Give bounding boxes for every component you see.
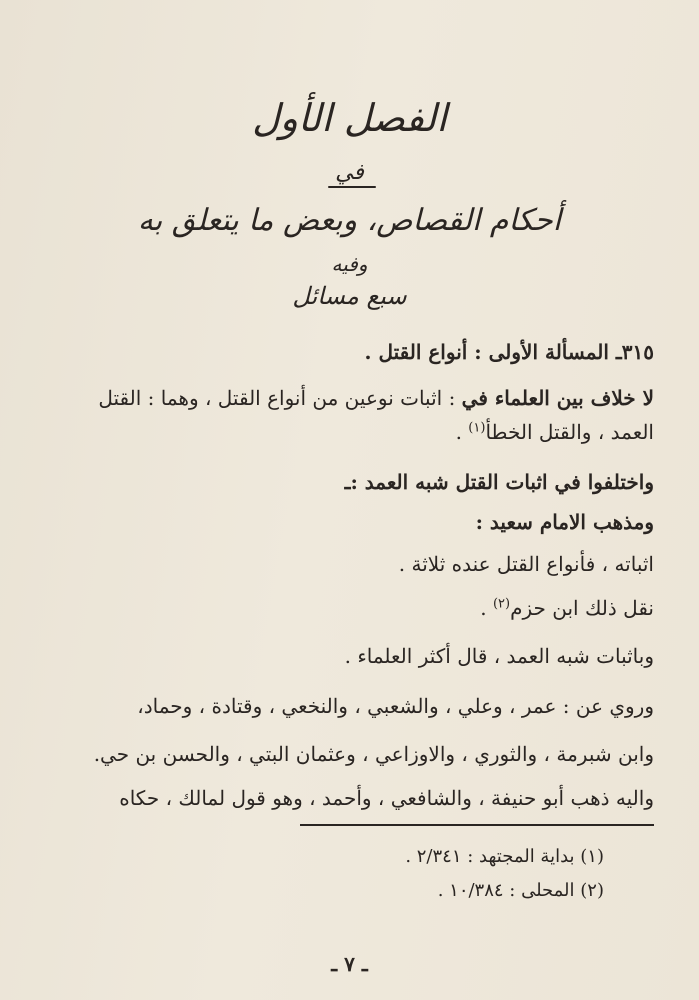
- footnote-ref-1: (١): [468, 420, 486, 436]
- chapter-fi: في: [335, 160, 364, 185]
- paragraph-text: .: [455, 420, 469, 444]
- paragraph-line-2: [45, 420, 654, 444]
- paragraph-ruwiya-1: وروي عن : عمر ، وعلي ، والشعبي ، والنخعي ، وقتادة ، وحماد،: [137, 694, 654, 718]
- paragraph-ruwiya-2: وابن شبرمة ، والثوري ، والاوزاعي ، وعثمان البتي ، والحسن بن حي.: [93, 742, 654, 766]
- paragraph-text: نقل ذلك ابن حزم: [510, 596, 654, 620]
- chapter-subject: أحكام القصاص، وبعض ما يتعلق به: [137, 203, 562, 238]
- paragraph-ikhtalafu: واختلفوا في اثبات القتل شبه العمد :ـ: [344, 470, 654, 494]
- chapter-title: الفصل الأول: [252, 96, 447, 140]
- paragraph-ruwiya-3: واليه ذهب أبو حنيفة ، والشافعي ، وأحمد ، وهو قول لمالك ، حكاه: [119, 786, 654, 810]
- paragraph-ithbat: اثباته ، فأنواع القتل عنده ثلاثة .: [398, 552, 654, 576]
- footnote-1: (١) بداية المجتهد : ٢/٣٤١ .: [405, 846, 604, 867]
- chapter-masail: سبع مسائل: [292, 282, 407, 310]
- page-number: ـ ٧ ـ: [331, 952, 368, 976]
- footnote-ref-2: (٢): [492, 596, 511, 612]
- paragraph-madhab: ومذهب الامام سعيد :: [475, 510, 654, 534]
- paragraph-naql: [45, 596, 654, 620]
- paragraph-text: .: [480, 596, 493, 620]
- paragraph-line-1: [45, 386, 654, 410]
- issue-title: ٣١٥ـ المسألة الأولى : أنواع القتل .: [364, 340, 654, 364]
- footnote-2: (٢) المحلى : ١٠/٣٨٤ .: [437, 880, 604, 901]
- footnote-separator: [300, 824, 654, 826]
- lead-text: لا خلاف بين العلماء في: [461, 386, 654, 410]
- paragraph-aktharu: وباثبات شبه العمد ، قال أكثر العلماء .: [344, 644, 654, 668]
- chapter-wafihi: وفيه: [331, 252, 368, 276]
- paragraph-text: : اثبات نوعين من أنواع القتل ، وهما : القتل: [98, 386, 462, 410]
- decorative-underline: [328, 186, 376, 188]
- paragraph-text: العمد ، والقتل الخطأ: [485, 420, 654, 444]
